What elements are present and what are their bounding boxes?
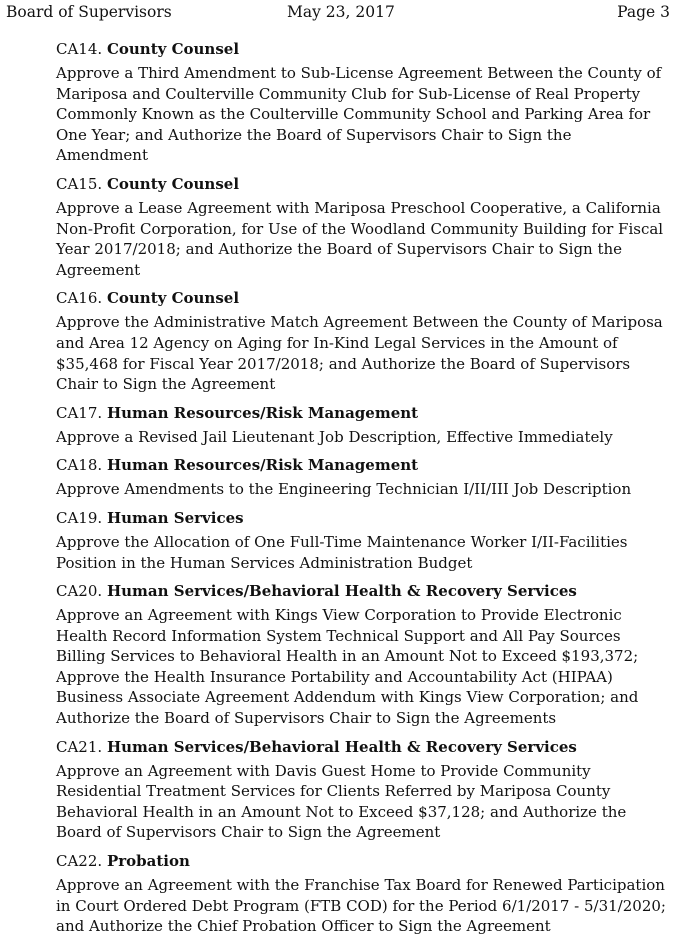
agenda-item-description: Approve an Agreement with Kings View Corporation to Provide Electronic Health Record Information System Technical Support and All Pay Sources Billing Services to Behavioral Health in an Amount Not to Exceed $193,372; Approve the Health Insurance Portability and Accountability Act (HIPAA) Business Associate Agreement Addendum with Kings View Corporation; and Authorize the Board of Supervisors Chair to Sign the Agreements bbox=[56, 606, 639, 728]
agenda-item-code: CA20. bbox=[56, 582, 103, 601]
agenda-item-department: Human Resources/Risk Management bbox=[106, 403, 419, 422]
agenda-item-code: CA14. bbox=[56, 40, 103, 58]
agenda-item-heading bbox=[56, 174, 666, 194]
agenda-item-ca19 bbox=[56, 508, 666, 573]
agenda-item-description: Approve an Agreement with the Franchise Tax Board for Renewed Participation in Court Ordered Debt Program (FTB COD) for the Period 6/1/2017 - 5/31/2020; and Authorize the Chief Probation Officer to Sign the Agreement bbox=[56, 876, 666, 936]
agenda-item-description: Approve Amendments to the Engineering Technician I/II/III Job Description bbox=[56, 480, 632, 499]
agenda-item-code: CA19. bbox=[56, 508, 103, 527]
agenda-item-code: CA21. bbox=[56, 737, 103, 756]
header-date: May 23, 2017 bbox=[287, 3, 395, 21]
agenda-item-department: Probation bbox=[106, 852, 190, 871]
agenda-item-heading bbox=[56, 581, 666, 601]
header-board-title: Board of Supervisors bbox=[6, 3, 172, 21]
agenda-item-heading bbox=[56, 508, 666, 528]
agenda-item-department: Human Services/Behavioral Health & Recovery Services bbox=[106, 582, 577, 601]
consent-agenda-list bbox=[56, 39, 666, 945]
agenda-item-department: Human Resources/Risk Management bbox=[106, 456, 419, 475]
agenda-item-code: CA17. bbox=[56, 403, 103, 422]
page-header bbox=[6, 3, 670, 25]
agenda-item-code: CA15. bbox=[56, 174, 103, 193]
agenda-item-department: Human Services bbox=[106, 508, 244, 527]
header-page-number: Page 3 bbox=[617, 3, 670, 21]
agenda-item-heading bbox=[56, 455, 666, 475]
agenda-item-department: Human Services/Behavioral Health & Recovery Services bbox=[106, 737, 577, 756]
agenda-item-department: County Counsel bbox=[106, 174, 240, 193]
agenda-item-ca21 bbox=[56, 737, 666, 843]
agenda-item-description: Approve a Revised Jail Lieutenant Job Description, Effective Immediately bbox=[56, 427, 613, 446]
agenda-item-heading bbox=[56, 288, 666, 308]
agenda-item-description: Approve a Third Amendment to Sub-License Agreement Between the County of Mariposa and Coulterville Community Club for Sub-License of Real Property Commonly Known as the Coulterville Community School and Parking Area for One Year; and Authorize the Board of Supervisors Chair to Sign the Amendment bbox=[56, 64, 662, 165]
agenda-item-ca18 bbox=[56, 455, 666, 500]
agenda-item-heading bbox=[56, 403, 666, 423]
agenda-item-department: County Counsel bbox=[106, 40, 240, 58]
agenda-item-ca14 bbox=[56, 39, 666, 166]
agenda-item-department: County Counsel bbox=[106, 289, 240, 308]
agenda-item-description: Approve a Lease Agreement with Mariposa Preschool Cooperative, a California Non-Profit Corporation, for Use of the Woodland Community Building for Fiscal Year 2017/2018; and Authorize the Board of Supervisors Chair to Sign the Agreement bbox=[56, 198, 664, 279]
agenda-item-description: Approve the Allocation of One Full-Time Maintenance Worker I/II-Facilities Position in the Human Services Administration Budget bbox=[56, 532, 628, 572]
agenda-item-ca22 bbox=[56, 851, 666, 937]
agenda-item-heading bbox=[56, 737, 666, 757]
agenda-item-ca16 bbox=[56, 288, 666, 394]
agenda-item-heading bbox=[56, 39, 666, 59]
agenda-item-code: CA18. bbox=[56, 456, 103, 475]
agenda-item-code: CA16. bbox=[56, 289, 103, 308]
agenda-item-description: Approve the Administrative Match Agreement Between the County of Mariposa and Area 12 Agency on Aging for In-Kind Legal Services in the Amount of $35,468 for Fiscal Year 2017/2018; and Authorize the Board of Supervisors Chair to Sign the Agreement bbox=[56, 313, 663, 394]
agenda-item-ca15 bbox=[56, 174, 666, 280]
agenda-item-code: CA22. bbox=[56, 852, 103, 871]
agenda-item-heading bbox=[56, 851, 666, 871]
agenda-item-ca17 bbox=[56, 403, 666, 448]
agenda-item-description: Approve an Agreement with Davis Guest Home to Provide Community Residential Treatment Services for Clients Referred by Mariposa County Behavioral Health in an Amount Not to Exceed $37,128; and Authorize the Board of Supervisors Chair to Sign the Agreement bbox=[56, 761, 627, 842]
agenda-item-ca20 bbox=[56, 581, 666, 729]
